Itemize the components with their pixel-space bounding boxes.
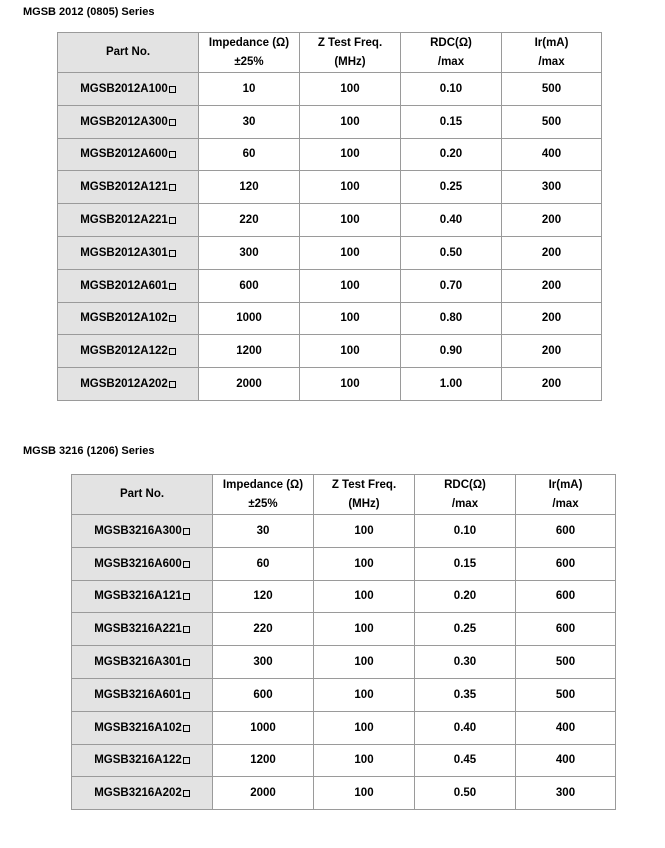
impedance-cell: 30 xyxy=(213,515,314,548)
checkbox-placeholder-icon xyxy=(183,790,190,797)
header-rdc: RDC(Ω) /max xyxy=(415,475,516,515)
rdc-cell: 1.00 xyxy=(401,368,502,401)
ir-cell: 200 xyxy=(502,302,602,335)
table-row xyxy=(58,335,602,368)
table-row xyxy=(58,204,602,237)
part-number-cell: MGSB2012A300 xyxy=(58,105,199,138)
table-row xyxy=(58,105,602,138)
checkbox-placeholder-icon xyxy=(183,659,190,666)
impedance-cell: 300 xyxy=(213,646,314,679)
impedance-cell: 2000 xyxy=(199,368,300,401)
header-impedance: Impedance (Ω) ±25% xyxy=(213,475,314,515)
table-row xyxy=(58,73,602,106)
rdc-cell: 0.90 xyxy=(401,335,502,368)
part-number-cell: MGSB3216A202 xyxy=(72,777,213,810)
table-body-3216 xyxy=(72,515,616,810)
impedance-cell: 1000 xyxy=(213,711,314,744)
test-freq-cell: 100 xyxy=(300,269,401,302)
checkbox-placeholder-icon xyxy=(183,757,190,764)
test-freq-cell: 100 xyxy=(314,515,415,548)
impedance-cell: 60 xyxy=(213,547,314,580)
rdc-cell: 0.10 xyxy=(401,73,502,106)
table-row xyxy=(58,171,602,204)
impedance-cell: 1000 xyxy=(199,302,300,335)
test-freq-cell: 100 xyxy=(314,678,415,711)
header-ir: Ir(mA) /max xyxy=(502,33,602,73)
rdc-cell: 0.80 xyxy=(401,302,502,335)
ir-cell: 600 xyxy=(516,580,616,613)
checkbox-placeholder-icon xyxy=(183,692,190,699)
checkbox-placeholder-icon xyxy=(183,528,190,535)
impedance-cell: 120 xyxy=(199,171,300,204)
ir-cell: 400 xyxy=(516,711,616,744)
test-freq-cell: 100 xyxy=(300,302,401,335)
table-row xyxy=(58,138,602,171)
impedance-cell: 2000 xyxy=(213,777,314,810)
rdc-cell: 0.40 xyxy=(401,204,502,237)
impedance-cell: 1200 xyxy=(213,744,314,777)
impedance-cell: 220 xyxy=(199,204,300,237)
rdc-cell: 0.50 xyxy=(415,777,516,810)
part-number-cell: MGSB2012A221 xyxy=(58,204,199,237)
rdc-cell: 0.25 xyxy=(401,171,502,204)
impedance-cell: 60 xyxy=(199,138,300,171)
rdc-cell: 0.45 xyxy=(415,744,516,777)
series-title-3216: MGSB 3216 (1206) Series xyxy=(23,445,155,457)
part-number-cell: MGSB2012A202 xyxy=(58,368,199,401)
rdc-cell: 0.10 xyxy=(415,515,516,548)
part-number-cell: MGSB3216A601 xyxy=(72,678,213,711)
impedance-cell: 600 xyxy=(199,269,300,302)
part-number-cell: MGSB3216A121 xyxy=(72,580,213,613)
part-number-cell: MGSB2012A601 xyxy=(58,269,199,302)
spec-table-2012 xyxy=(57,32,602,401)
part-number-cell: MGSB3216A221 xyxy=(72,613,213,646)
part-number-cell: MGSB2012A301 xyxy=(58,236,199,269)
part-number-cell: MGSB3216A600 xyxy=(72,547,213,580)
part-number-cell: MGSB3216A102 xyxy=(72,711,213,744)
checkbox-placeholder-icon xyxy=(169,86,176,93)
rdc-cell: 0.30 xyxy=(415,646,516,679)
test-freq-cell: 100 xyxy=(314,711,415,744)
series-title-2012: MGSB 2012 (0805) Series xyxy=(23,6,155,18)
part-number-cell: MGSB3216A122 xyxy=(72,744,213,777)
checkbox-placeholder-icon xyxy=(169,184,176,191)
ir-cell: 200 xyxy=(502,269,602,302)
table-row xyxy=(72,613,616,646)
header-part-no: Part No. xyxy=(72,475,213,515)
table-row xyxy=(58,368,602,401)
header-test-freq: Z Test Freq. (MHz) xyxy=(300,33,401,73)
part-number-cell: MGSB3216A301 xyxy=(72,646,213,679)
rdc-cell: 0.15 xyxy=(415,547,516,580)
header-ir: Ir(mA) /max xyxy=(516,475,616,515)
checkbox-placeholder-icon xyxy=(169,151,176,158)
table-row xyxy=(72,744,616,777)
header-test-freq: Z Test Freq. (MHz) xyxy=(314,475,415,515)
table-row xyxy=(72,777,616,810)
table-row xyxy=(72,711,616,744)
impedance-cell: 1200 xyxy=(199,335,300,368)
ir-cell: 500 xyxy=(502,105,602,138)
part-number-cell: MGSB2012A600 xyxy=(58,138,199,171)
ir-cell: 600 xyxy=(516,515,616,548)
table-row xyxy=(58,302,602,335)
test-freq-cell: 100 xyxy=(300,105,401,138)
test-freq-cell: 100 xyxy=(300,73,401,106)
ir-cell: 300 xyxy=(502,171,602,204)
impedance-cell: 220 xyxy=(213,613,314,646)
table-row xyxy=(72,547,616,580)
part-number-cell: MGSB2012A102 xyxy=(58,302,199,335)
ir-cell: 500 xyxy=(516,646,616,679)
table-body-2012 xyxy=(58,73,602,401)
header-rdc: RDC(Ω) /max xyxy=(401,33,502,73)
part-number-cell: MGSB2012A122 xyxy=(58,335,199,368)
checkbox-placeholder-icon xyxy=(183,593,190,600)
impedance-cell: 30 xyxy=(199,105,300,138)
checkbox-placeholder-icon xyxy=(169,119,176,126)
test-freq-cell: 100 xyxy=(314,744,415,777)
ir-cell: 500 xyxy=(516,678,616,711)
table-row xyxy=(72,580,616,613)
ir-cell: 500 xyxy=(502,73,602,106)
ir-cell: 300 xyxy=(516,777,616,810)
ir-cell: 200 xyxy=(502,204,602,237)
part-number-cell: MGSB2012A100 xyxy=(58,73,199,106)
table-row xyxy=(72,678,616,711)
table-row xyxy=(72,515,616,548)
ir-cell: 600 xyxy=(516,613,616,646)
rdc-cell: 0.40 xyxy=(415,711,516,744)
test-freq-cell: 100 xyxy=(300,368,401,401)
impedance-cell: 600 xyxy=(213,678,314,711)
checkbox-placeholder-icon xyxy=(169,315,176,322)
checkbox-placeholder-icon xyxy=(183,725,190,732)
header-impedance: Impedance (Ω) ±25% xyxy=(199,33,300,73)
rdc-cell: 0.50 xyxy=(401,236,502,269)
rdc-cell: 0.25 xyxy=(415,613,516,646)
part-number-cell: MGSB2012A121 xyxy=(58,171,199,204)
ir-cell: 400 xyxy=(516,744,616,777)
test-freq-cell: 100 xyxy=(314,646,415,679)
ir-cell: 600 xyxy=(516,547,616,580)
spec-table-3216 xyxy=(71,474,616,810)
test-freq-cell: 100 xyxy=(314,547,415,580)
impedance-cell: 300 xyxy=(199,236,300,269)
test-freq-cell: 100 xyxy=(314,613,415,646)
header-part-no: Part No. xyxy=(58,33,199,73)
ir-cell: 200 xyxy=(502,236,602,269)
ir-cell: 400 xyxy=(502,138,602,171)
test-freq-cell: 100 xyxy=(314,580,415,613)
impedance-cell: 10 xyxy=(199,73,300,106)
part-number-cell: MGSB3216A300 xyxy=(72,515,213,548)
checkbox-placeholder-icon xyxy=(169,283,176,290)
ir-cell: 200 xyxy=(502,368,602,401)
test-freq-cell: 100 xyxy=(314,777,415,810)
rdc-cell: 0.20 xyxy=(415,580,516,613)
checkbox-placeholder-icon xyxy=(169,348,176,355)
rdc-cell: 0.15 xyxy=(401,105,502,138)
rdc-cell: 0.35 xyxy=(415,678,516,711)
test-freq-cell: 100 xyxy=(300,335,401,368)
table-header-row xyxy=(58,33,602,73)
table-row xyxy=(58,269,602,302)
test-freq-cell: 100 xyxy=(300,171,401,204)
test-freq-cell: 100 xyxy=(300,236,401,269)
test-freq-cell: 100 xyxy=(300,204,401,237)
table-header-row xyxy=(72,475,616,515)
checkbox-placeholder-icon xyxy=(169,217,176,224)
rdc-cell: 0.70 xyxy=(401,269,502,302)
impedance-cell: 120 xyxy=(213,580,314,613)
table-row xyxy=(58,236,602,269)
checkbox-placeholder-icon xyxy=(169,381,176,388)
test-freq-cell: 100 xyxy=(300,138,401,171)
checkbox-placeholder-icon xyxy=(183,626,190,633)
ir-cell: 200 xyxy=(502,335,602,368)
rdc-cell: 0.20 xyxy=(401,138,502,171)
table-row xyxy=(72,646,616,679)
checkbox-placeholder-icon xyxy=(183,561,190,568)
checkbox-placeholder-icon xyxy=(169,250,176,257)
